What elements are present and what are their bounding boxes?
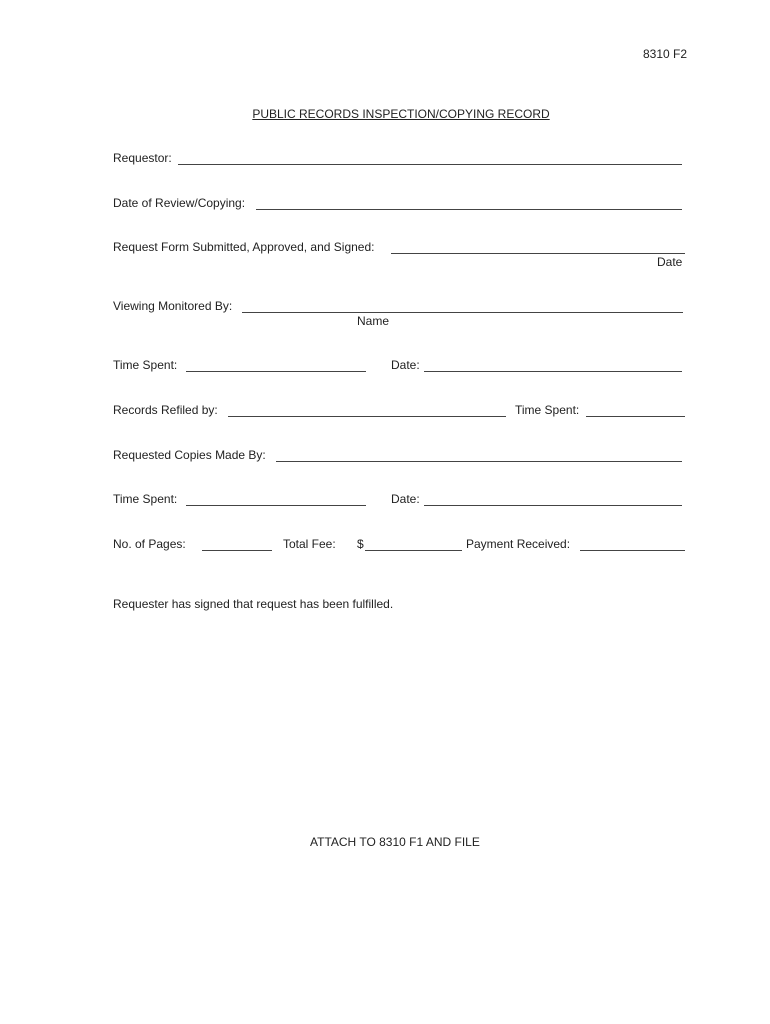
- request-form-date-caption: Date: [657, 255, 683, 269]
- footer-instruction: ATTACH TO 8310 F1 AND FILE: [310, 835, 480, 849]
- payment-received-label: Payment Received:: [466, 537, 571, 551]
- no-of-pages-field[interactable]: [202, 550, 272, 551]
- date-of-review-field[interactable]: [256, 209, 682, 210]
- time-spent-2-label: Time Spent:: [515, 403, 580, 417]
- request-form-date-field[interactable]: [391, 253, 685, 254]
- form-number: 8310 F2: [643, 47, 688, 61]
- copies-made-label: Requested Copies Made By:: [113, 448, 266, 462]
- viewing-monitored-field[interactable]: [242, 312, 683, 313]
- date-1-field[interactable]: [424, 371, 682, 372]
- date-2-field[interactable]: [424, 505, 682, 506]
- time-spent-3-label: Time Spent:: [113, 492, 178, 506]
- records-refiled-label: Records Refiled by:: [113, 403, 218, 417]
- no-of-pages-label: No. of Pages:: [113, 537, 186, 551]
- viewing-monitored-label: Viewing Monitored By:: [113, 299, 233, 313]
- date-of-review-label: Date of Review/Copying:: [113, 196, 246, 210]
- total-fee-field[interactable]: [365, 550, 462, 551]
- total-fee-label: Total Fee:: [283, 537, 336, 551]
- time-spent-1-label: Time Spent:: [113, 358, 178, 372]
- fulfilled-statement: Requester has signed that request has been fulfilled.: [113, 597, 394, 611]
- viewing-monitored-caption: Name: [357, 314, 390, 328]
- time-spent-2-field[interactable]: [586, 416, 685, 417]
- currency-symbol: $: [357, 537, 364, 551]
- date-1-label: Date:: [391, 358, 420, 372]
- payment-received-field[interactable]: [580, 550, 685, 551]
- page-title: PUBLIC RECORDS INSPECTION/COPYING RECORD: [252, 107, 550, 121]
- copies-made-field[interactable]: [276, 461, 682, 462]
- request-form-label: Request Form Submitted, Approved, and Signed:: [113, 240, 375, 254]
- time-spent-1-field[interactable]: [186, 371, 366, 372]
- date-2-label: Date:: [391, 492, 420, 506]
- requestor-field[interactable]: [178, 164, 682, 165]
- records-refiled-field[interactable]: [228, 416, 506, 417]
- requestor-label: Requestor:: [113, 151, 172, 165]
- time-spent-3-field[interactable]: [186, 505, 366, 506]
